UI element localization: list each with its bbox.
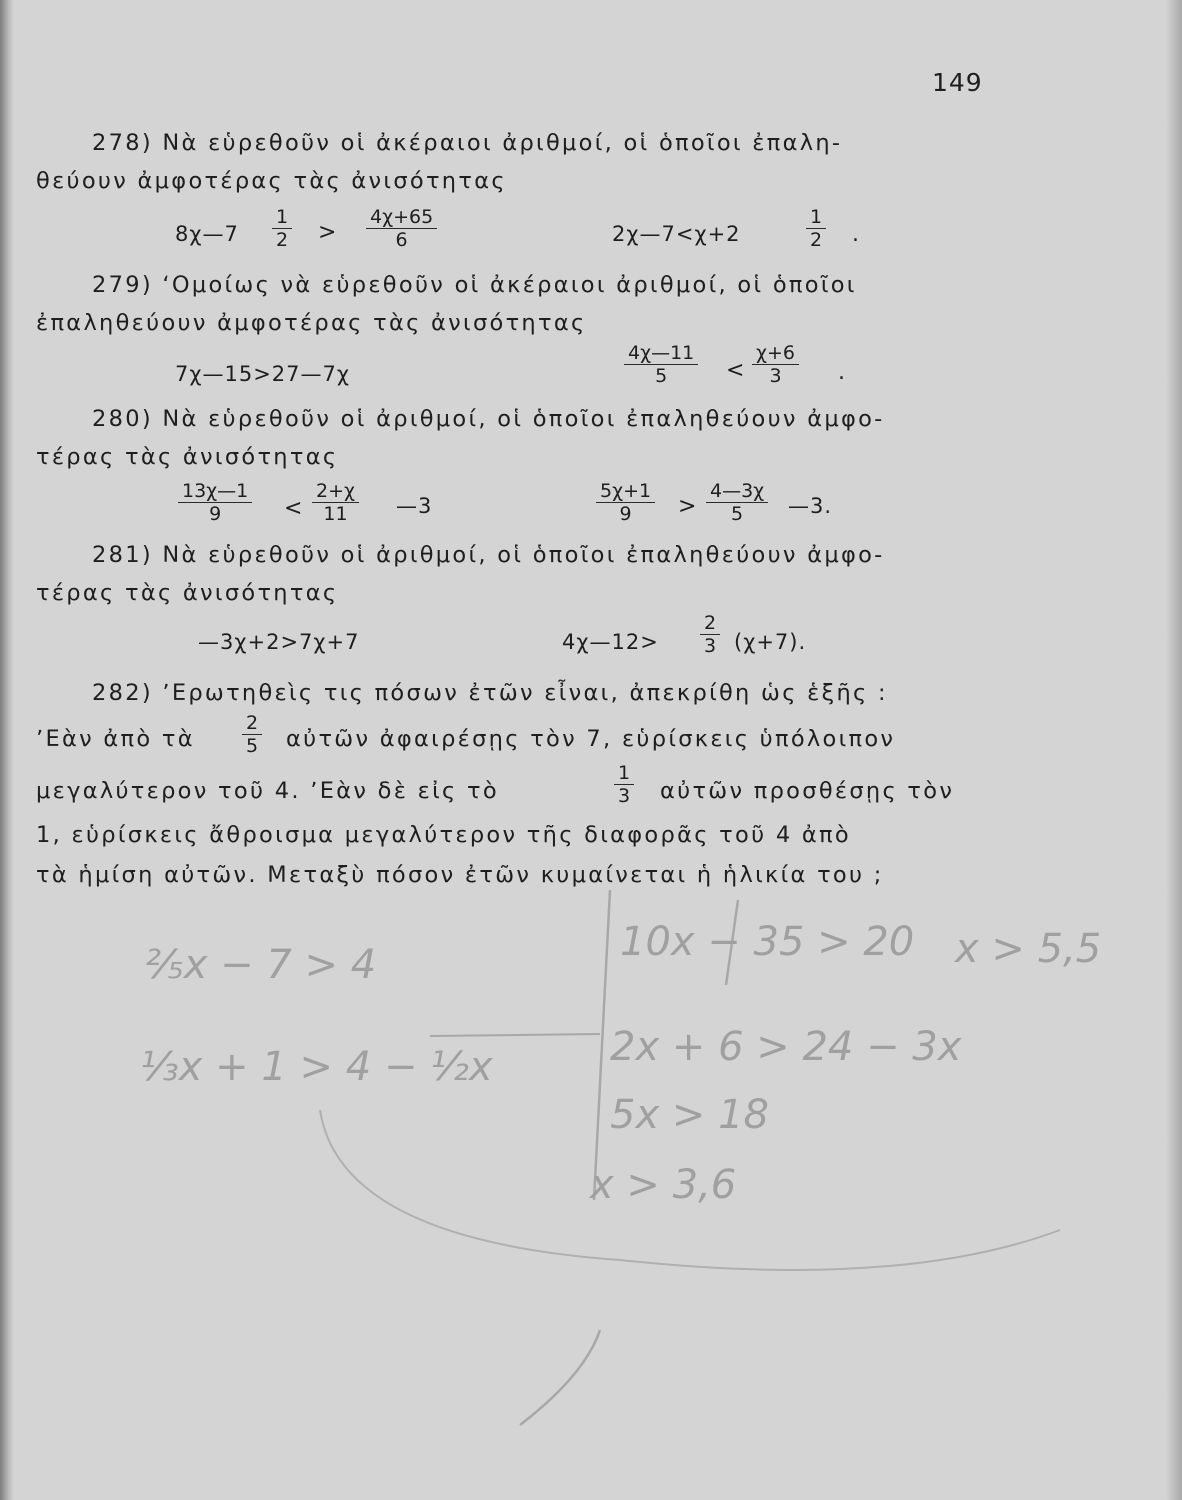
- period: .: [838, 360, 845, 385]
- fraction: $\frac{2+\chi}{11}$: [312, 480, 359, 525]
- ineq-lhs: 2χ—7<χ+2: [612, 222, 741, 246]
- page-number: 149: [932, 68, 983, 97]
- exercise-282-line-5: τὰ ἡμίση αὐτῶν. Μεταξὺ πόσον ἐτῶν κυμαίνεται ἡ ἡλικία του ;: [36, 862, 884, 888]
- exercise-282-line-4: 1, εὑρίσκεις ἄθροισμα μεγαλύτερον τῆς διαφορᾶς τοῦ 4 ἀπὸ: [36, 822, 851, 848]
- fraction: $\frac{\chi+6}{3}$: [752, 342, 799, 387]
- exercise-281-inequality-1: —3χ+2>7χ+7: [198, 630, 360, 654]
- exercise-281-line-2: τέρας τὰς ἀνισότητας: [36, 580, 339, 606]
- ineq-tail: —3: [396, 494, 433, 518]
- fraction: $\frac{13\chi—1}{9}$: [178, 480, 252, 525]
- exercise-278-line-2: θεύουν ἀμφοτέρας τὰς ἀνισότητας: [36, 168, 507, 194]
- handwritten-note: 10x − 35 > 20: [620, 919, 915, 965]
- fraction: $\frac{1}{2}$: [806, 206, 826, 251]
- exercise-279-inequality-1: 7χ—15>27—7χ: [175, 362, 351, 386]
- fraction: $\frac{2}{3}$: [700, 612, 720, 657]
- exercise-280-line-1: 280) Νὰ εὑρεθοῦν οἱ ἀριθμοί, οἱ ὁποῖοι ἐπαληθεύουν ἀμφο-: [92, 406, 885, 432]
- ineq-tail: (χ+7).: [734, 630, 807, 654]
- exercise-281-line-1: 281) Νὰ εὑρεθοῦν οἱ ἀριθμοί, οἱ ὁποῖοι ἐπαληθεύουν ἀμφο-: [92, 542, 885, 568]
- fraction: $\frac{4—3\chi}{5}$: [706, 480, 768, 525]
- ineq-lhs: 4χ—12>: [562, 630, 659, 654]
- exercise-279-line-2: ἐπαληθεύουν ἀμφοτέρας τὰς ἀνισότητας: [36, 310, 587, 336]
- handwritten-note: 5x > 18: [610, 1092, 769, 1138]
- period: .: [852, 222, 859, 247]
- fraction: $\frac{5\chi+1}{9}$: [596, 480, 655, 525]
- fraction: $\frac{4\chi+65}{6}$: [366, 206, 437, 251]
- fraction: $\frac{1}{3}$: [614, 762, 634, 807]
- ineq-tail: —3.: [788, 494, 833, 518]
- operator: <: [726, 358, 745, 383]
- ineq-lhs: 8χ—7: [175, 222, 239, 246]
- operator: <: [284, 496, 303, 521]
- handwritten-note: 2x + 6 > 24 − 3x: [610, 1024, 962, 1070]
- operator: >: [318, 220, 337, 245]
- handwritten-note: ⅖x − 7 > 4: [145, 942, 377, 988]
- exercise-280-line-2: τέρας τὰς ἀνισότητας: [36, 444, 339, 470]
- fraction: $\frac{1}{2}$: [272, 206, 292, 251]
- exercise-278-line-1: 278) Νὰ εὑρεθοῦν οἱ ἀκέραιοι ἀριθμοί, οἱ ὁποῖοι ἐπαλη-: [92, 130, 843, 156]
- fraction: $\frac{4\chi—11}{5}$: [624, 342, 698, 387]
- handwritten-note: x > 3,6: [590, 1162, 737, 1208]
- operator: >: [678, 494, 697, 519]
- handwritten-note: x > 5,5: [955, 926, 1102, 972]
- exercise-279-line-1: 279) ʻΟμοίως νὰ εὑρεθοῦν οἱ ἀκέραιοι ἀριθμοί, οἱ ὁποῖοι: [92, 272, 857, 298]
- fraction: $\frac{2}{5}$: [242, 712, 262, 757]
- exercise-282-line-1: 282) ʼΕρωτηθεὶς τις πόσων ἐτῶν εἶναι, ἀπεκρίθη ὡς ἑξῆς :: [92, 680, 888, 706]
- handwritten-note: ⅓x + 1 > 4 − ½x: [140, 1044, 493, 1090]
